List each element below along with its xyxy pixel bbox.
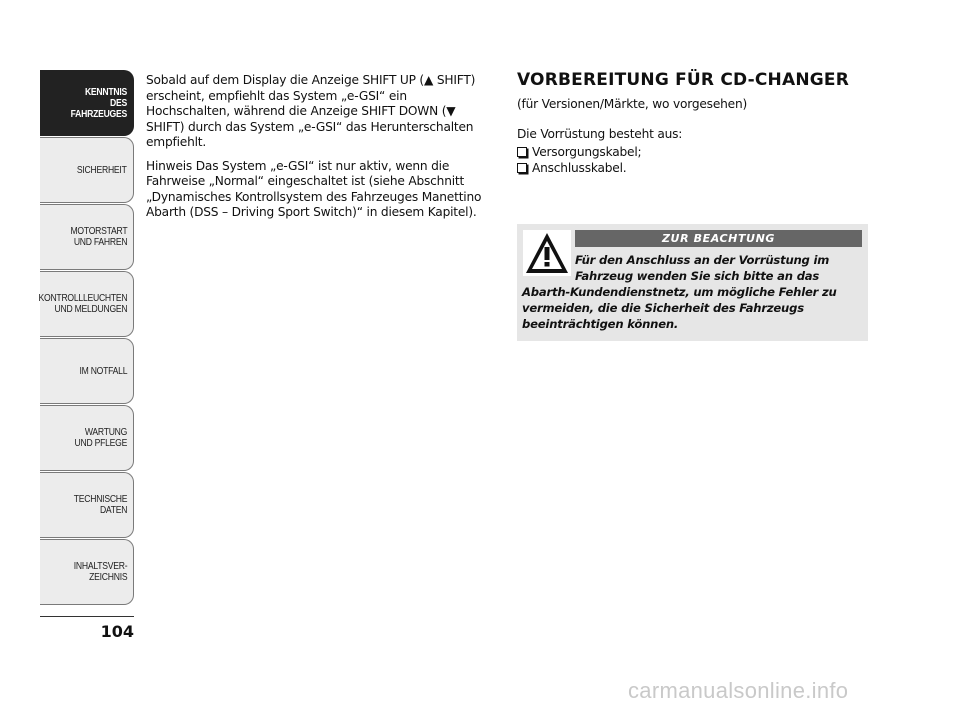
tab-label: MOTORSTART UND FAHREN bbox=[70, 225, 127, 248]
list-item-text: Anschlusskabel. bbox=[532, 161, 627, 175]
right-text-column bbox=[517, 70, 877, 176]
tab-label: WARTUNG UND PFLEGE bbox=[74, 426, 127, 449]
tab-kenntnis-des-fahrzeuges[interactable] bbox=[40, 70, 134, 136]
list-item-text: Versorgungskabel; bbox=[532, 145, 642, 159]
section-subnote: (für Versionen/Märkte, wo vorgesehen) bbox=[517, 97, 748, 111]
left-text-column bbox=[146, 73, 494, 229]
paragraph-shift-indicator: Sobald auf dem Display die Anzeige SHIFT UP (▲ SHIFT) erscheint, empfiehlt das System „e-GSI“ ein Hochschalten, während die Anzeige SHIFT DOWN (▼ SHIFT) durch das System „e-GSI“ das Herunterschalten empfiehlt. bbox=[146, 73, 476, 149]
tab-im-notfall[interactable] bbox=[40, 338, 134, 404]
warning-box bbox=[517, 224, 868, 341]
warning-text bbox=[522, 252, 862, 332]
tab-motorstart-und-fahren[interactable] bbox=[40, 204, 134, 270]
tab-label: KENNTNIS DES FAHRZEUGES bbox=[70, 85, 127, 120]
tab-kontrollleuchten-und-meldungen[interactable] bbox=[40, 271, 134, 337]
paragraph-hinweis: Hinweis Das System „e-GSI“ ist nur aktiv, wenn die Fahrweise „Normal“ eingeschaltet ist (siehe Abschnitt „Dynamisches Kontrollsystem des Fahrzeuges Manettino Abarth (DSS – Driving Sport Switch)“ in diesem Kapitel). bbox=[146, 158, 482, 219]
list-item bbox=[517, 160, 877, 176]
tab-label: IM NOTFALL bbox=[79, 364, 127, 377]
tab-sicherheit[interactable] bbox=[40, 137, 134, 203]
tab-label: KONTROLLLEUCHTEN UND MELDUNGEN bbox=[38, 292, 127, 315]
tab-label: SICHERHEIT bbox=[77, 163, 127, 176]
page-number: 104 bbox=[100, 622, 134, 641]
warning-text-line: Fahrzeug wenden Sie sich bitte an das bbox=[575, 269, 820, 283]
list-item bbox=[517, 144, 877, 160]
checkbox-bullet-icon bbox=[517, 147, 527, 157]
chapter-sidebar bbox=[40, 70, 134, 606]
warning-title: ZUR BEACHTUNG bbox=[575, 230, 862, 247]
tab-wartung-und-pflege[interactable] bbox=[40, 405, 134, 471]
tab-technische-daten[interactable] bbox=[40, 472, 134, 538]
watermark: carmanualsonline.info bbox=[628, 678, 849, 703]
tab-label: INHALTSVER- ZEICHNIS bbox=[73, 560, 127, 583]
warning-text-line: Für den Anschluss an der Vorrüstung im bbox=[575, 253, 830, 267]
tab-inhaltsverzeichnis[interactable] bbox=[40, 539, 134, 605]
list-intro: Die Vorrüstung besteht aus: bbox=[517, 127, 683, 141]
section-heading: VORBEREITUNG FÜR CD-CHANGER bbox=[517, 70, 850, 90]
tab-label: TECHNISCHE DATEN bbox=[73, 493, 127, 516]
sidebar-divider bbox=[40, 616, 134, 617]
warning-text-rest: Abarth-Kundendienstnetz, um mögliche Fehler zu vermeiden, die die Sicherheit des Fahrzeugs beeinträchtigen können. bbox=[522, 285, 837, 331]
checkbox-bullet-icon bbox=[517, 163, 527, 173]
